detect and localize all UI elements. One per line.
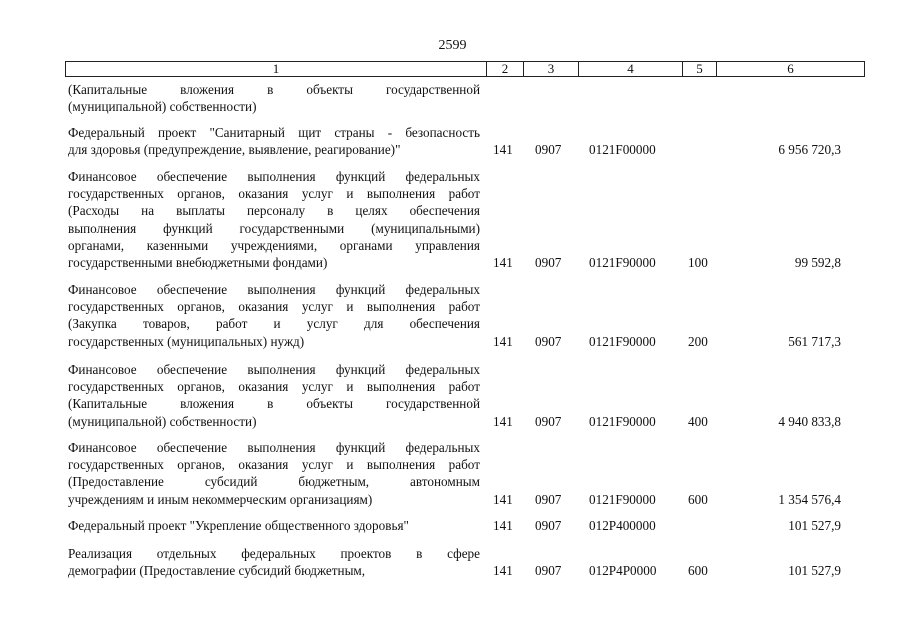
ministry-code: 141 [493, 142, 513, 158]
header-col-6: 6 [716, 61, 865, 77]
description-line: Финансовое обеспечение выполнения функций федеральных [68, 440, 480, 455]
description-line: (Капитальные вложения в объекты государственной [68, 82, 480, 97]
description-line: государственных (муниципальных) нужд) [68, 333, 305, 349]
ministry-code: 141 [493, 333, 513, 349]
ministry-code: 141 [493, 563, 513, 579]
description-line: (муниципальной) собственности) [68, 99, 257, 115]
amount: 6 956 720,3 [778, 142, 841, 158]
table-row [68, 281, 841, 350]
header-col-2: 2 [486, 61, 523, 77]
row-description [68, 124, 480, 158]
section-code: 0907 [535, 413, 562, 429]
ministry-code: 141 [493, 491, 513, 507]
target-article-code: 0121F90000 [589, 413, 656, 429]
header-col-4: 4 [578, 61, 682, 77]
description-line: (Капитальные вложения в объекты государственной [68, 396, 480, 412]
amount: 99 592,8 [794, 254, 841, 270]
ministry-code: 141 [493, 517, 513, 533]
target-article-code: 0121F90000 [589, 333, 656, 349]
amount: 101 527,9 [788, 517, 841, 533]
section-code: 0907 [535, 333, 562, 349]
row-description [68, 517, 480, 534]
description-line: (Закупка товаров, работ и услуг для обеспечения [68, 316, 480, 332]
section-code: 0907 [535, 491, 562, 507]
description-line: государственными внебюджетными фондами) [68, 255, 328, 271]
table-row [68, 361, 841, 430]
table-row [68, 168, 841, 271]
row-description [68, 281, 480, 350]
target-article-code: 0121F00000 [589, 142, 656, 158]
description-line: выполнения функций государственными (муниципальными) [68, 220, 480, 236]
description-line: государственных органов, оказания услуг и выполнения работ [68, 457, 480, 473]
description-line: (Расходы на выплаты персоналу в целях обеспечения [68, 203, 480, 219]
description-line: учреждениям и иным некоммерческим организациям) [68, 491, 373, 507]
description-line: Реализация отдельных федеральных проектов в сфере [68, 546, 480, 561]
table-row [68, 545, 841, 579]
expense-type-code: 600 [688, 491, 708, 507]
target-article-code: 012P4P0000 [589, 563, 657, 579]
amount: 4 940 833,8 [778, 413, 841, 429]
table-row [68, 517, 841, 534]
section-code: 0907 [535, 563, 562, 579]
table-row [68, 439, 841, 508]
ministry-code: 141 [493, 413, 513, 429]
description-line: государственных органов, оказания услуг и выполнения работ [68, 186, 480, 202]
target-article-code: 012P400000 [589, 517, 656, 533]
header-col-1: 1 [65, 61, 486, 77]
description-line: государственных органов, оказания услуг и выполнения работ [68, 379, 480, 395]
target-article-code: 0121F90000 [589, 254, 656, 270]
table-row [68, 81, 841, 115]
row-description [68, 439, 480, 508]
row-description [68, 81, 480, 115]
section-code: 0907 [535, 254, 562, 270]
expense-type-code: 600 [688, 563, 708, 579]
description-line: Финансовое обеспечение выполнения функций федеральных [68, 169, 480, 184]
row-description [68, 545, 480, 579]
description-line: государственных органов, оказания услуг и выполнения работ [68, 299, 480, 315]
description-line: Федеральный проект "Укрепление общественного здоровья" [68, 518, 409, 533]
description-line: Финансовое обеспечение выполнения функций федеральных [68, 282, 480, 297]
target-article-code: 0121F90000 [589, 491, 656, 507]
expense-type-code: 400 [688, 413, 708, 429]
amount: 561 717,3 [788, 333, 841, 349]
header-col-3: 3 [523, 61, 578, 77]
row-description [68, 361, 480, 430]
description-line: (муниципальной) собственности) [68, 413, 257, 429]
description-line: Федеральный проект "Санитарный щит страны - безопасность [68, 125, 480, 140]
description-line: для здоровья (предупреждение, выявление, реагирование)" [68, 142, 401, 158]
expense-type-code: 200 [688, 333, 708, 349]
table-row [68, 124, 841, 158]
amount: 1 354 576,4 [778, 491, 841, 507]
description-line: (Предоставление субсидий бюджетным, автономным [68, 474, 480, 490]
description-line: Финансовое обеспечение выполнения функций федеральных [68, 362, 480, 377]
table-header [65, 61, 865, 77]
description-line: демографии (Предоставление субсидий бюджетным, [68, 563, 366, 579]
row-description [68, 168, 480, 271]
header-col-5: 5 [682, 61, 716, 77]
amount: 101 527,9 [788, 563, 841, 579]
ministry-code: 141 [493, 254, 513, 270]
section-code: 0907 [535, 142, 562, 158]
page-number: 2599 [438, 38, 467, 53]
expense-type-code: 100 [688, 254, 708, 270]
section-code: 0907 [535, 517, 562, 533]
description-line: органами, казенными учреждениями, органами управления [68, 237, 480, 253]
